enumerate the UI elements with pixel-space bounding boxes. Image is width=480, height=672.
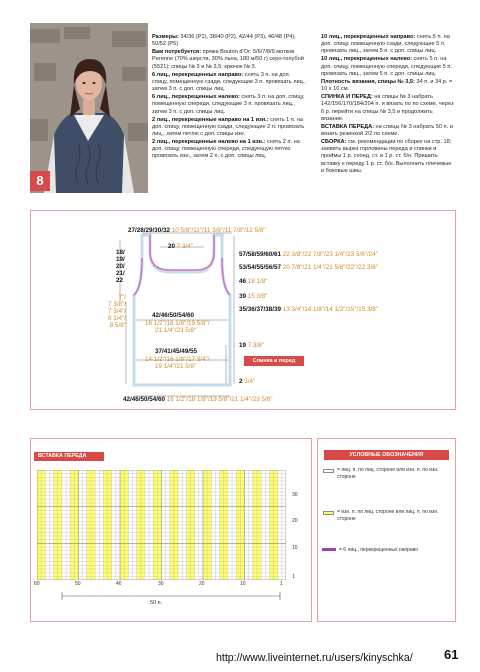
legend-frame (317, 438, 456, 622)
length-measure-4: 39 15 3/8" (239, 293, 268, 300)
row-label-1: 1 (292, 574, 295, 580)
col-label-10: 10 (240, 581, 246, 587)
instructions-column-1: Размеры: 34/36 (P1), 38/40 (P2), 42/44 (P3), 46/48 (P4), 50/52 (P5) Вам потребуется: пряжа Bouton d'Or: 5/6/7/8/9 мотков Perenne (70% шерсти, 30% льна, 180 м/50 г) серо-голубой (5521); спицы № 3 и № 3,5; крючок № 3. 6 лиц., перекрещенных направо: снять 3 п. на доп. спицу, помещенную сзади, следующие 3 п. провязать лиц., затем 3 п. с доп. спицы лиц. 6 лиц., перекрещенных налево: снять 3 п. на доп. спицу, помещенную спереди, следующие 3 п. провязать лиц., затем 3 п. с доп. спицы лиц. 2 лиц., перекрещенные направо на 1 изн.: снять 1 п. на доп. спицу, помещенную сзади, следующие 2 п. провязать лиц., затем петлю с доп. спицы изн. 2 лиц., перекрещенные налево на 1 изн.: снять 2 п. на доп. спицу, помещенную спереди, следующую петлю провязать изн., затем 2 п. с доп. спицы лиц. (152, 34, 306, 160)
row-label-30: 30 (292, 492, 298, 498)
chart-title: ВСТАВКА ПЕРЕДА (34, 452, 104, 461)
length-measure-7: 2 3/4" (239, 378, 256, 385)
waist-width-inches-1: 14 1/2"/16 1/8"/17 3/4"/ (145, 356, 210, 363)
armhole-sizes: 18/ 19/ 20/ 21/ 22 (116, 249, 125, 284)
instructions-column-2: 10 лиц., перекрещенных направо: снять 5 п. на доп. спицу, помещенную сзади, следующие 5 п. провязать лиц., затем 5 п. с доп. спицы лиц. 10 лиц., перекрещенных налево: снять 5 п. на доп. спицу, помещенную спереди, следующие 5 п. провязать лиц., затем 5 п. с доп. спицы лиц. Плотность вязания, спицы № 3,5: 34 п. и 34 р. = 10 х 10 см. СПИНКА И ПЕРЕД: на спицы № 3 набрать 142/156/170/184/204 п. и вязать по по схеме, через 6 р. перейти на спицы № 3,5 и продолжить вязание. ВСТАВКА ПЕРЕДА: на спицы № 3 набрать 50 п. и вязать резинкой 2/2 по схеме. СБОРКА: см. рекомендации по сборке на стр. 18; заявить вырез горловины переда и спинки и проймы 1 р. сооед. ст. и 1 р. ст. б/н. Пришить вставку к переду 1 р. ст. б/н. Выполнить плечевые и боковые швы. (321, 34, 454, 174)
col-label-60: 60 (34, 581, 40, 587)
chest-width-sizes: 42/46/50/54/60 (152, 312, 195, 319)
legend-item-cable: = 6 лиц., перекрещенных направо (339, 547, 419, 553)
neck-width-measure: 27/28/29/30/32 10 5/8"/11"/11 3/8"/11 7/8"/12 5/8" (128, 227, 266, 234)
legend-item-purl: = изн. п. по лиц. стороне или лиц. п. по изн. стороне (337, 509, 439, 522)
cable-symbol-swatch (322, 548, 336, 552)
knit-stitch-swatch (323, 469, 334, 473)
purl-stitch-swatch (323, 511, 334, 515)
page-number: 61 (444, 647, 459, 662)
length-measure-1: 57/58/59/60/61 22 3/8"/22 7/8"/23 1/4"/23 5/8"/24" (239, 251, 378, 258)
stitch-count-label: 50 п. (150, 600, 163, 606)
length-measure-2: 53/54/55/56/57 20 7/8"/21 1/4"/21 5/8"/22"/22 3/8" (239, 264, 378, 271)
row-label-20: 20 (292, 518, 298, 524)
row-label-10: 10 (292, 545, 298, 551)
waist-width-sizes: 37/41/45/49/55 (155, 348, 198, 355)
garment-label: Спинка и перед (244, 356, 304, 366)
chest-width-inches-1: 16 1/2"/18 1/8"/19 5/8"/ (145, 320, 210, 327)
source-url: http://www.liveinternet.ru/users/kinyschka/ (216, 652, 413, 664)
col-label-20: 20 (199, 581, 205, 587)
col-label-40: 40 (116, 581, 122, 587)
armhole-inches: 7"/ 7 3/8"/ 7 3/4"/ 8 1/4"/ 8 5/8" (108, 294, 126, 329)
stitch-count-arrow (60, 590, 282, 608)
legend-title: УСЛОВНЫЕ ОБОЗНАЧЕНИЯ (324, 450, 449, 460)
col-label-30: 30 (158, 581, 164, 587)
col-label-50: 50 (75, 581, 81, 587)
neck-width-inner: 20 7 3/4" (168, 243, 194, 250)
pattern-number-badge: 8 (30, 171, 50, 191)
length-measure-5: 35/36/37/38/39 13 3/4"/14 1/8"/14 1/2"/15"/15 3/8" (239, 306, 378, 313)
knitting-chart-grid (37, 470, 286, 580)
legend-item-knit: = лиц. п. по лиц. стороне или изн. п. по изн. стороне (337, 467, 439, 480)
hem-width-measure: 42/46/50/54/60 16 1/2"/18 1/8"/19 5/8"/21 1/4"/23 5/8" (123, 396, 273, 403)
length-measure-3: 46 18 1/8" (239, 278, 268, 285)
waist-width-inches-2: 19 1/4"/21 5/8" (155, 363, 197, 370)
length-measure-6: 19 7 3/8" (239, 342, 265, 349)
col-label-1: 1 (280, 581, 283, 587)
chest-width-inches-2: 21 1/4"/23 5/8" (155, 327, 197, 334)
